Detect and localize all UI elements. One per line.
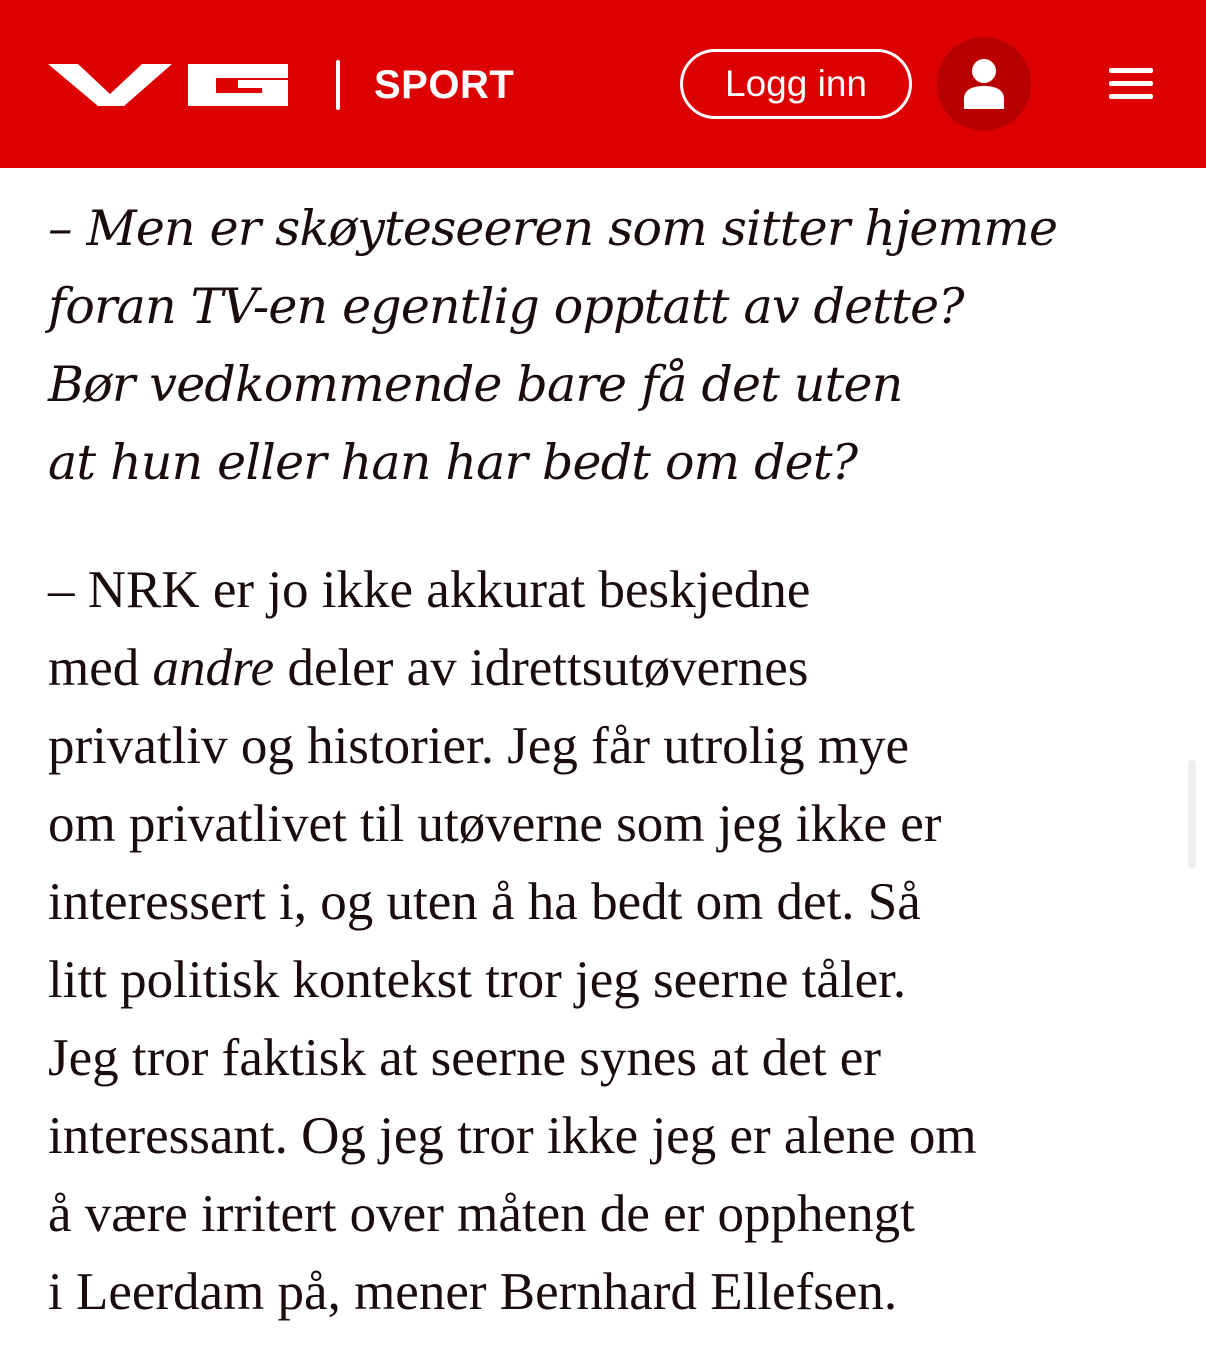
header-divider xyxy=(336,60,340,110)
interview-question: – Men er skøyteseeren som sitter hjemme foran TV-en egentlig opptatt av dette? Bør vedkommende bare få det uten at hun eller han har bedt om det? xyxy=(48,200,1058,491)
user-icon xyxy=(960,57,1008,111)
vg-logo[interactable] xyxy=(48,60,290,108)
hamburger-menu-icon[interactable] xyxy=(1106,64,1156,104)
user-account-button[interactable] xyxy=(937,37,1031,131)
scrollbar[interactable] xyxy=(1188,760,1196,868)
section-label[interactable]: SPORT xyxy=(374,63,515,107)
interview-answer xyxy=(48,551,1168,1331)
site-header xyxy=(0,0,1206,168)
answer-text-part1: – NRK er jo ikke akkurat beskjedne med xyxy=(48,561,811,697)
login-button[interactable]: Logg inn xyxy=(680,49,912,119)
answer-emphasis: andre xyxy=(152,639,275,697)
answer-text-part2: deler av idrettsutøvernes privatliv og historier. Jeg får utrolig mye om privatlivet til utøverne som jeg ikke er interessert i, og uten å ha bedt om det. Så litt politisk kontekst tror jeg seerne tåler. Jeg tror faktisk at seerne synes at det er interessant. Og jeg tror ikke jeg er alene om å være irritert over måten de er opphengt i Leerdam på, mener Bernhard Ellefsen. xyxy=(48,639,977,1321)
article-body xyxy=(48,190,1168,1331)
